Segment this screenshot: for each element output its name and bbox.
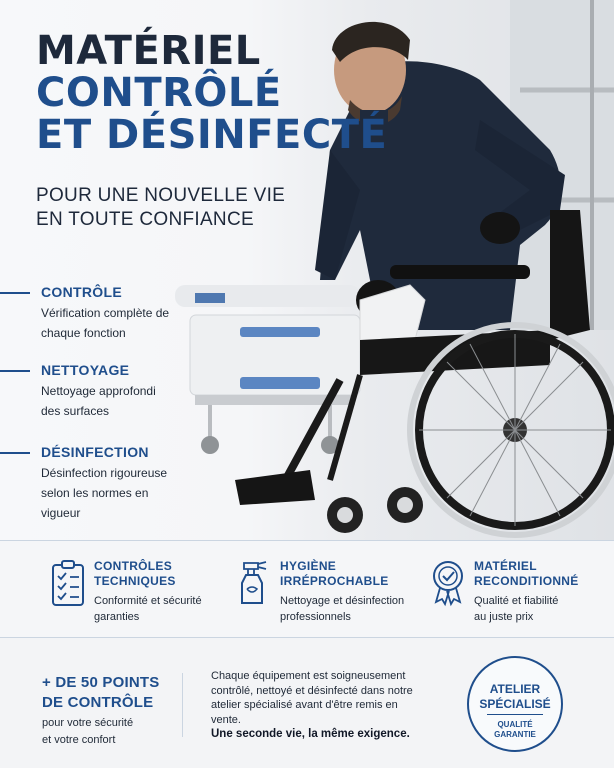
badge-top-text: ATELIER SPÉCIALISÉ <box>479 682 551 711</box>
pillar-description: Nettoyage et désinfection professionnels <box>280 595 405 623</box>
feature-rule <box>0 452 30 454</box>
pillar-description: Conformité et sécurité garanties <box>94 595 202 623</box>
pillar-title: MATÉRIEL RECONDITIONNÉ <box>474 559 579 588</box>
control-points-headline: + DE 50 POINTS DE CONTRÔLE <box>42 674 160 711</box>
feature-title: NETTOYAGE <box>41 362 130 378</box>
title-line-2: CONTRÔLÉ <box>36 70 282 116</box>
title-line-3: ET DÉSINFECTÉ <box>36 112 388 158</box>
subtitle: POUR UNE NOUVELLE VIE EN TOUTE CONFIANCE <box>36 185 286 230</box>
divider <box>182 673 183 737</box>
pillar-description: Qualité et fiabilité au juste prix <box>474 595 559 623</box>
quality-medal-icon <box>430 559 466 607</box>
motto: Une seconde vie, la même exigence. <box>211 728 410 740</box>
badge-divider <box>487 714 543 715</box>
feature-description: Nettoyage approfondi des surfaces <box>41 384 156 418</box>
pillars-band <box>0 540 614 638</box>
feature-rule <box>0 292 30 294</box>
feature-rule <box>0 370 30 372</box>
feature-description: Vérification complète de chaque fonction <box>41 306 170 340</box>
clipboard-checklist-icon <box>50 559 86 607</box>
pillar-title: CONTRÔLES TECHNIQUES <box>94 559 176 588</box>
feature-description: Désinfection rigoureuse selon les normes en vigueur <box>41 466 168 520</box>
title-line-1: MATÉRIEL <box>36 28 261 74</box>
bottom-section <box>0 639 614 768</box>
feature-title: DÉSINFECTION <box>41 444 149 460</box>
spray-bottle-icon <box>236 559 272 607</box>
workshop-badge <box>467 656 563 752</box>
control-points-subtext: pour votre sécurité et votre confort <box>42 717 134 746</box>
page-title <box>36 30 387 156</box>
pillar-title: HYGIÈNE IRRÉPROCHABLE <box>280 559 389 588</box>
badge-bottom-text: QUALITÉ GARANTIE <box>494 720 536 739</box>
description-paragraph: Chaque équipement est soigneusement contrôlé, nettoyé et désinfecté dans notre atelier spécialisé avant d'être remis en vente. <box>211 670 413 726</box>
feature-title: CONTRÔLE <box>41 284 122 300</box>
